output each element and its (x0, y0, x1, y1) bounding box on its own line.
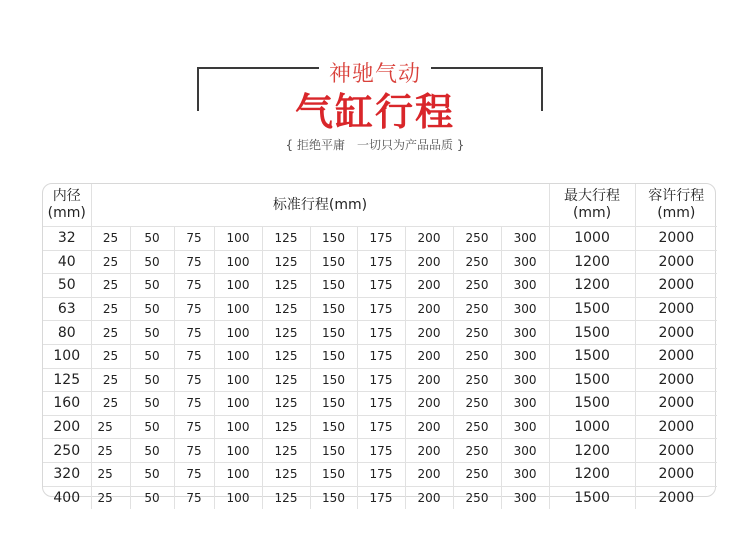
stroke-cell: 100 (214, 250, 262, 274)
stroke-cell: 25 (91, 415, 130, 439)
max-stroke-cell: 1000 (549, 415, 635, 439)
stroke-cell: 25 (91, 274, 130, 298)
bore-cell: 80 (43, 321, 91, 345)
stroke-cell: 150 (310, 439, 357, 463)
stroke-cell: 250 (453, 486, 501, 509)
stroke-cell: 75 (174, 250, 214, 274)
stroke-cell: 175 (357, 227, 405, 251)
stroke-cell: 150 (310, 415, 357, 439)
table-header-row (43, 184, 717, 227)
max-stroke-cell: 1500 (549, 392, 635, 416)
bore-cell: 40 (43, 250, 91, 274)
allowed-stroke-cell: 2000 (635, 297, 717, 321)
max-stroke-cell: 1500 (549, 344, 635, 368)
stroke-cell: 75 (174, 368, 214, 392)
max-stroke-cell: 1500 (549, 368, 635, 392)
stroke-cell: 150 (310, 321, 357, 345)
stroke-cell: 75 (174, 227, 214, 251)
stroke-cell: 300 (501, 462, 549, 486)
stroke-cell: 100 (214, 344, 262, 368)
bore-cell: 250 (43, 439, 91, 463)
stroke-cell: 75 (174, 486, 214, 509)
stroke-cell: 200 (405, 297, 453, 321)
bore-cell: 50 (43, 274, 91, 298)
stroke-cell: 125 (262, 250, 310, 274)
stroke-cell: 75 (174, 321, 214, 345)
stroke-cell: 300 (501, 415, 549, 439)
stroke-cell: 25 (91, 297, 130, 321)
stroke-cell: 125 (262, 227, 310, 251)
stroke-cell: 125 (262, 297, 310, 321)
stroke-cell: 50 (130, 321, 174, 345)
brand-name (0, 57, 750, 88)
table-row (43, 344, 717, 368)
bore-cell: 400 (43, 486, 91, 509)
stroke-cell: 25 (91, 344, 130, 368)
table-row (43, 415, 717, 439)
bore-cell: 100 (43, 344, 91, 368)
allowed-stroke-cell: 2000 (635, 321, 717, 345)
stroke-cell: 75 (174, 344, 214, 368)
table-row (43, 297, 717, 321)
stroke-table-container (42, 183, 716, 506)
stroke-cell: 250 (453, 439, 501, 463)
stroke-cell: 200 (405, 439, 453, 463)
stroke-cell: 50 (130, 439, 174, 463)
table-row (43, 368, 717, 392)
bore-cell: 32 (43, 227, 91, 251)
stroke-cell: 50 (130, 344, 174, 368)
stroke-cell: 100 (214, 368, 262, 392)
allowed-stroke-cell: 2000 (635, 462, 717, 486)
max-stroke-cell: 1200 (549, 439, 635, 463)
stroke-cell: 175 (357, 462, 405, 486)
stroke-cell: 50 (130, 486, 174, 509)
stroke-cell: 200 (405, 368, 453, 392)
stroke-cell: 50 (130, 227, 174, 251)
stroke-cell: 50 (130, 250, 174, 274)
stroke-cell: 200 (405, 227, 453, 251)
stroke-cell: 200 (405, 274, 453, 298)
stroke-cell: 125 (262, 486, 310, 509)
table-body (43, 227, 717, 510)
stroke-cell: 200 (405, 462, 453, 486)
bore-cell: 200 (43, 415, 91, 439)
stroke-cell: 100 (214, 439, 262, 463)
page-title (0, 90, 750, 134)
stroke-cell: 250 (453, 321, 501, 345)
bore-cell: 320 (43, 462, 91, 486)
stroke-cell: 175 (357, 392, 405, 416)
stroke-cell: 25 (91, 227, 130, 251)
stroke-cell: 300 (501, 297, 549, 321)
max-stroke-cell: 1500 (549, 321, 635, 345)
stroke-cell: 150 (310, 368, 357, 392)
stroke-cell: 150 (310, 227, 357, 251)
stroke-cell: 100 (214, 321, 262, 345)
bore-cell: 63 (43, 297, 91, 321)
stroke-cell: 250 (453, 274, 501, 298)
table-row (43, 227, 717, 251)
stroke-cell: 75 (174, 415, 214, 439)
stroke-cell: 200 (405, 344, 453, 368)
stroke-cell: 250 (453, 344, 501, 368)
header-max-stroke: 最大行程 (mm) (549, 184, 635, 227)
stroke-cell: 300 (501, 274, 549, 298)
stroke-cell: 100 (214, 227, 262, 251)
stroke-cell: 250 (453, 250, 501, 274)
stroke-cell: 100 (214, 486, 262, 509)
stroke-cell: 175 (357, 297, 405, 321)
max-stroke-cell: 1000 (549, 227, 635, 251)
stroke-cell: 125 (262, 321, 310, 345)
stroke-cell: 25 (91, 439, 130, 463)
max-stroke-cell: 1500 (549, 486, 635, 509)
table-row (43, 486, 717, 509)
stroke-cell: 300 (501, 368, 549, 392)
allowed-stroke-cell: 2000 (635, 486, 717, 509)
stroke-cell: 175 (357, 368, 405, 392)
stroke-cell: 75 (174, 462, 214, 486)
stroke-cell: 25 (91, 368, 130, 392)
stroke-cell: 150 (310, 274, 357, 298)
stroke-cell: 75 (174, 439, 214, 463)
stroke-cell: 50 (130, 368, 174, 392)
stroke-cell: 100 (214, 415, 262, 439)
stroke-cell: 150 (310, 344, 357, 368)
stroke-cell: 175 (357, 344, 405, 368)
stroke-cell: 250 (453, 392, 501, 416)
stroke-cell: 100 (214, 462, 262, 486)
tagline: { 拒绝平庸 一切只为产品品质 } (285, 138, 465, 152)
allowed-stroke-cell: 2000 (635, 415, 717, 439)
header-bore: 内径 (mm) (43, 184, 91, 227)
table-row (43, 439, 717, 463)
stroke-cell: 150 (310, 462, 357, 486)
stroke-cell: 25 (91, 462, 130, 486)
stroke-cell: 250 (453, 415, 501, 439)
stroke-cell: 125 (262, 344, 310, 368)
header-standard-stroke: 标准行程(mm) (91, 184, 549, 227)
stroke-cell: 125 (262, 274, 310, 298)
bore-cell: 160 (43, 392, 91, 416)
allowed-stroke-cell: 2000 (635, 227, 717, 251)
table-row (43, 250, 717, 274)
allowed-stroke-cell: 2000 (635, 439, 717, 463)
stroke-cell: 125 (262, 415, 310, 439)
stroke-cell: 50 (130, 274, 174, 298)
stroke-cell: 100 (214, 392, 262, 416)
stroke-cell: 50 (130, 392, 174, 416)
stroke-cell: 50 (130, 462, 174, 486)
stroke-cell: 100 (214, 274, 262, 298)
brand-text: 神驰气动 (319, 62, 431, 87)
table-row (43, 462, 717, 486)
stroke-cell: 175 (357, 250, 405, 274)
stroke-cell: 300 (501, 321, 549, 345)
stroke-cell: 100 (214, 297, 262, 321)
stroke-cell: 250 (453, 227, 501, 251)
header-allowed-stroke: 容许行程 (mm) (635, 184, 717, 227)
stroke-cell: 300 (501, 486, 549, 509)
stroke-cell: 200 (405, 321, 453, 345)
stroke-cell: 25 (91, 486, 130, 509)
stroke-cell: 50 (130, 297, 174, 321)
stroke-cell: 250 (453, 462, 501, 486)
stroke-cell: 75 (174, 274, 214, 298)
stroke-cell: 25 (91, 392, 130, 416)
stroke-cell: 300 (501, 227, 549, 251)
stroke-cell: 125 (262, 368, 310, 392)
stroke-cell: 300 (501, 250, 549, 274)
stroke-cell: 200 (405, 486, 453, 509)
allowed-stroke-cell: 2000 (635, 368, 717, 392)
table-row (43, 392, 717, 416)
max-stroke-cell: 1500 (549, 297, 635, 321)
stroke-cell: 150 (310, 250, 357, 274)
stroke-cell: 250 (453, 297, 501, 321)
stroke-cell: 150 (310, 392, 357, 416)
stroke-cell: 75 (174, 297, 214, 321)
stroke-cell: 300 (501, 439, 549, 463)
stroke-cell: 150 (310, 297, 357, 321)
stroke-cell: 300 (501, 392, 549, 416)
stroke-cell: 175 (357, 274, 405, 298)
stroke-cell: 300 (501, 344, 549, 368)
stroke-cell: 175 (357, 439, 405, 463)
max-stroke-cell: 1200 (549, 462, 635, 486)
stroke-cell: 25 (91, 321, 130, 345)
stroke-cell: 125 (262, 392, 310, 416)
stroke-cell: 200 (405, 392, 453, 416)
max-stroke-cell: 1200 (549, 250, 635, 274)
title-text: 气缸行程 (281, 90, 469, 134)
table-row (43, 274, 717, 298)
stroke-cell: 250 (453, 368, 501, 392)
allowed-stroke-cell: 2000 (635, 250, 717, 274)
stroke-cell: 175 (357, 415, 405, 439)
bore-cell: 125 (43, 368, 91, 392)
stroke-cell: 175 (357, 321, 405, 345)
stroke-cell: 150 (310, 486, 357, 509)
stroke-cell: 125 (262, 462, 310, 486)
table-row (43, 321, 717, 345)
max-stroke-cell: 1200 (549, 274, 635, 298)
stroke-cell: 75 (174, 392, 214, 416)
stroke-table (43, 184, 717, 509)
allowed-stroke-cell: 2000 (635, 274, 717, 298)
allowed-stroke-cell: 2000 (635, 344, 717, 368)
stroke-cell: 25 (91, 250, 130, 274)
stroke-cell: 125 (262, 439, 310, 463)
stroke-cell: 175 (357, 486, 405, 509)
allowed-stroke-cell: 2000 (635, 392, 717, 416)
stroke-cell: 200 (405, 415, 453, 439)
stroke-cell: 200 (405, 250, 453, 274)
stroke-cell: 50 (130, 415, 174, 439)
